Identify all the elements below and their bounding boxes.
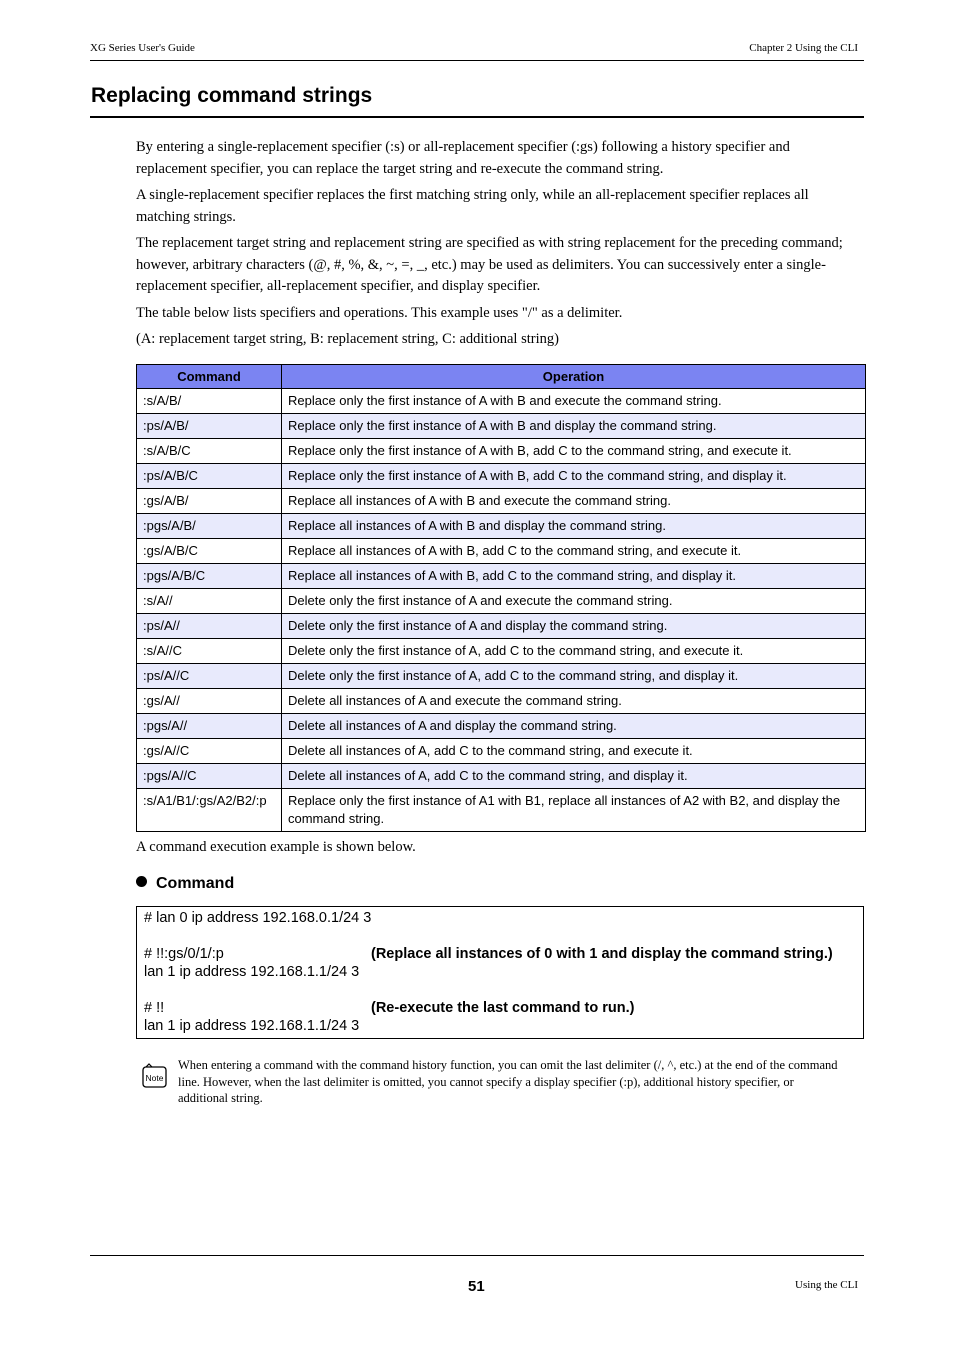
command-cell: :pgs/A/B/ [137, 514, 282, 539]
operation-cell: Delete only the first instance of A and display the command string. [282, 614, 866, 639]
table-row [137, 639, 866, 664]
table-row [137, 439, 866, 464]
table-row [137, 514, 866, 539]
example-intro: A command execution example is shown below. [136, 839, 416, 855]
table-row [137, 689, 866, 714]
command-line: # !!:gs/0/1/:p [144, 946, 224, 962]
intro-text [136, 137, 864, 356]
footer-section: Using the CLI [795, 1279, 858, 1291]
operation-cell: Delete only the first instance of A, add C to the command string, and execute it. [282, 639, 866, 664]
operation-cell: Replace only the first instance of A with B, add C to the command string, and display it. [282, 464, 866, 489]
table-row [137, 614, 866, 639]
command-heading [136, 875, 234, 893]
command-cell: :ps/A/B/ [137, 414, 282, 439]
command-cell: :ps/A//C [137, 664, 282, 689]
command-output: lan 1 ip address 192.168.1.1/24 3 [144, 964, 360, 980]
operation-cell: Replace all instances of A with B, add C to the command string, and execute it. [282, 539, 866, 564]
header-divider [90, 60, 864, 61]
table-row [137, 739, 866, 764]
command-cell: :s/A/B/ [137, 389, 282, 414]
operation-cell: Delete all instances of A and execute the command string. [282, 689, 866, 714]
command-cell: :pgs/A/B/C [137, 564, 282, 589]
command-cell: :s/A// [137, 589, 282, 614]
operation-cell: Replace all instances of A with B and execute the command string. [282, 489, 866, 514]
page-title: Replacing command strings [91, 84, 373, 107]
table-row [137, 589, 866, 614]
paragraph: (A: replacement target string, B: replacement string, C: additional string) [136, 331, 559, 347]
operation-cell: Replace only the first instance of A with B and execute the command string. [282, 389, 866, 414]
table-row [137, 464, 866, 489]
command-cell: :ps/A// [137, 614, 282, 639]
paragraph: The table below lists specifiers and operations. This example uses "/" as a delimiter. [136, 304, 623, 321]
table-row [137, 539, 866, 564]
footer-divider [90, 1255, 864, 1256]
operation-cell: Delete all instances of A and display the command string. [282, 714, 866, 739]
title-divider [90, 116, 864, 118]
command-cell: :gs/A/B/ [137, 489, 282, 514]
command-cell: :ps/A/B/C [137, 464, 282, 489]
table-row [137, 789, 866, 832]
paragraph: A single-replacement specifier replaces the first matching string only, while an all-replacement specifier replaces all matching strings. [136, 187, 809, 225]
operation-cell: Delete all instances of A, add C to the command string, and display it. [282, 764, 866, 789]
note-icon [142, 1063, 168, 1089]
specifier-table [136, 364, 866, 832]
command-example-box [136, 906, 864, 1039]
command-annotation: (Replace all instances of 0 with 1 and display the command string.) [371, 946, 833, 962]
operation-cell: Delete only the first instance of A and execute the command string. [282, 589, 866, 614]
table-row [137, 664, 866, 689]
table-row [137, 564, 866, 589]
table-row [137, 489, 866, 514]
command-cell: :gs/A/B/C [137, 539, 282, 564]
command-cell: :pgs/A//C [137, 764, 282, 789]
column-header-command: Command [137, 365, 282, 389]
command-cell: :gs/A//C [137, 739, 282, 764]
table-row [137, 714, 866, 739]
bullet-icon [136, 876, 147, 887]
command-heading-label: Command [156, 875, 235, 892]
table-row [137, 764, 866, 789]
header-guide-title: XG Series User's Guide [90, 42, 195, 54]
operation-cell: Delete only the first instance of A, add C to the command string, and display it. [282, 664, 866, 689]
note-text: When entering a command with the command history function, you can omit the last delimiter (/, ^, etc.) at the end of the command line. However, when the last delimiter is omitted, you cannot specify a display specifier (:p), additional history specifier, or additional string. [178, 1058, 838, 1105]
command-line: # !! [144, 1000, 165, 1016]
command-cell: :gs/A// [137, 689, 282, 714]
operation-cell: Replace only the first instance of A1 with B1, replace all instances of A2 with B2, and display the command string. [282, 789, 866, 832]
paragraph: The replacement target string and replacement string are specified as with string replacement for the preceding command; however, arbitrary characters (@, #, %, &, ~, =, _, etc.) may be used as delimiters. You can successively enter a single-replacement specifier, all-replacement specifier, and display specifier. [136, 235, 843, 294]
operation-cell: Replace all instances of A with B, add C to the command string, and display it. [282, 564, 866, 589]
note-icon-label: Note [145, 1073, 164, 1083]
command-cell: :pgs/A// [137, 714, 282, 739]
operation-cell: Delete all instances of A, add C to the command string, and execute it. [282, 739, 866, 764]
table-header-row [137, 365, 866, 389]
command-cell: :s/A1/B1/:gs/A2/B2/:p [137, 789, 282, 832]
command-line: # lan 0 ip address 192.168.0.1/24 3 [144, 910, 372, 926]
column-header-operation: Operation [282, 365, 866, 389]
command-cell: :s/A//C [137, 639, 282, 664]
operation-cell: Replace only the first instance of A with B and display the command string. [282, 414, 866, 439]
operation-cell: Replace all instances of A with B and display the command string. [282, 514, 866, 539]
header-chapter: Chapter 2 Using the CLI [749, 42, 858, 54]
operation-cell: Replace only the first instance of A with B, add C to the command string, and execute it. [282, 439, 866, 464]
command-cell: :s/A/B/C [137, 439, 282, 464]
command-output: lan 1 ip address 192.168.1.1/24 3 [144, 1018, 360, 1034]
paragraph: By entering a single-replacement specifier (:s) or all-replacement specifier (:gs) following a history specifier and replacement specifier, you can replace the target string and re-execute the command string. [136, 139, 790, 177]
table-row [137, 389, 866, 414]
command-annotation: (Re-execute the last command to run.) [371, 1000, 635, 1016]
page-number: 51 [468, 1278, 485, 1295]
table-row [137, 414, 866, 439]
